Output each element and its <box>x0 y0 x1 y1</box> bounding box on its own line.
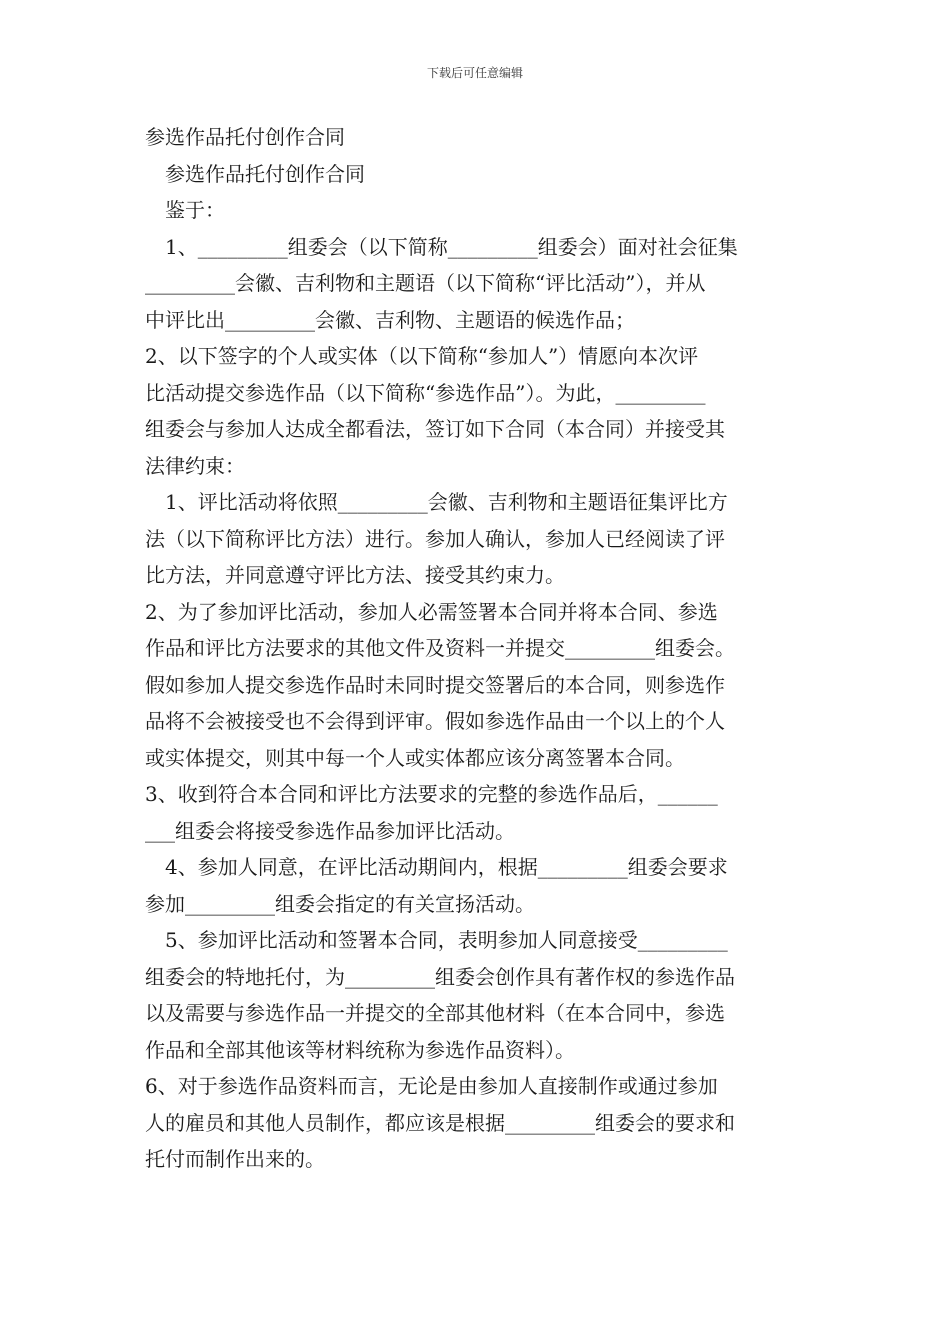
text-line: 品将不会被接受也不会得到评审。假如参选作品由一个以上的个人 <box>145 709 725 733</box>
text-line: 参加_________组委会指定的有关宣扬活动。 <box>145 891 535 916</box>
text-line: 法（以下简称评比方法）进行。参加人确认，参加人已经阅读了评 <box>145 526 725 551</box>
text-line: 人的雇员和其他人员制作，都应该是根据_________组委会的要求和 <box>145 1110 735 1135</box>
document-subtitle: 参选作品托付创作合同 <box>145 161 365 186</box>
document-body <box>145 119 807 1178</box>
text-line: ___组委会将接受参选作品参加评比活动。 <box>145 818 515 843</box>
text-line: 假如参加人提交参选作品时未同时提交签署后的本合同，则参选作 <box>145 672 725 697</box>
text-line: 2、以下签字的个人或实体（以下简称“参加人”）情愿向本次评 <box>145 344 699 368</box>
text-line: 组委会与参加人达成全都看法，签订如下合同（本合同）并接受其 <box>145 417 725 441</box>
text-line: 3、收到符合本合同和评比方法要求的完整的参选作品后，______ <box>145 782 718 806</box>
text-line: 中评比出_________会徽、吉利物、主题语的候选作品； <box>145 307 635 332</box>
text-line: 或实体提交，则其中每一个人或实体都应该分离签署本合同。 <box>145 745 685 770</box>
text-line: 6、对于参选作品资料而言，无论是由参加人直接制作或通过参加 <box>145 1074 718 1098</box>
text-line: 以及需要与参选作品一并提交的全部其他材料（在本合同中，参选 <box>145 1001 725 1025</box>
text-line: 组委会的特地托付，为_________组委会创作具有著作权的参选作品 <box>145 964 735 989</box>
text-line: 作品和评比方法要求的其他文件及资料一并提交_________组委会。 <box>145 636 735 660</box>
text-line: 2、为了参加评比活动，参加人必需签署本合同并将本合同、参选 <box>145 599 718 624</box>
text-line: _________会徽、吉利物和主题语（以下简称“评比活动”），并从 <box>145 271 706 295</box>
page-header: 下载后可任意编辑 <box>426 66 523 80</box>
text-line: 1、_________组委会（以下简称_________组委会）面对社会征集 <box>145 234 738 259</box>
text-line: 1、评比活动将依照_________会徽、吉利物和主题语征集评比方 <box>145 490 728 514</box>
text-line: 比活动提交参选作品（以下简称“参选作品”）。为此，_________ <box>145 380 706 405</box>
text-line: 4、参加人同意，在评比活动期间内，根据_________组委会要求 <box>145 855 728 879</box>
document-title: 参选作品托付创作合同 <box>145 125 345 149</box>
text-line: 鉴于： <box>145 198 225 222</box>
text-line: 作品和全部其他该等材料统称为参选作品资料）。 <box>145 1037 575 1062</box>
text-line: 法律约束： <box>145 453 245 478</box>
text-line: 比方法，并同意遵守评比方法、接受其约束力。 <box>145 563 565 587</box>
text-line: 5、参加评比活动和签署本合同，表明参加人同意接受_________ <box>145 928 728 952</box>
text-line: 托付而制作出来的。 <box>145 1147 325 1171</box>
